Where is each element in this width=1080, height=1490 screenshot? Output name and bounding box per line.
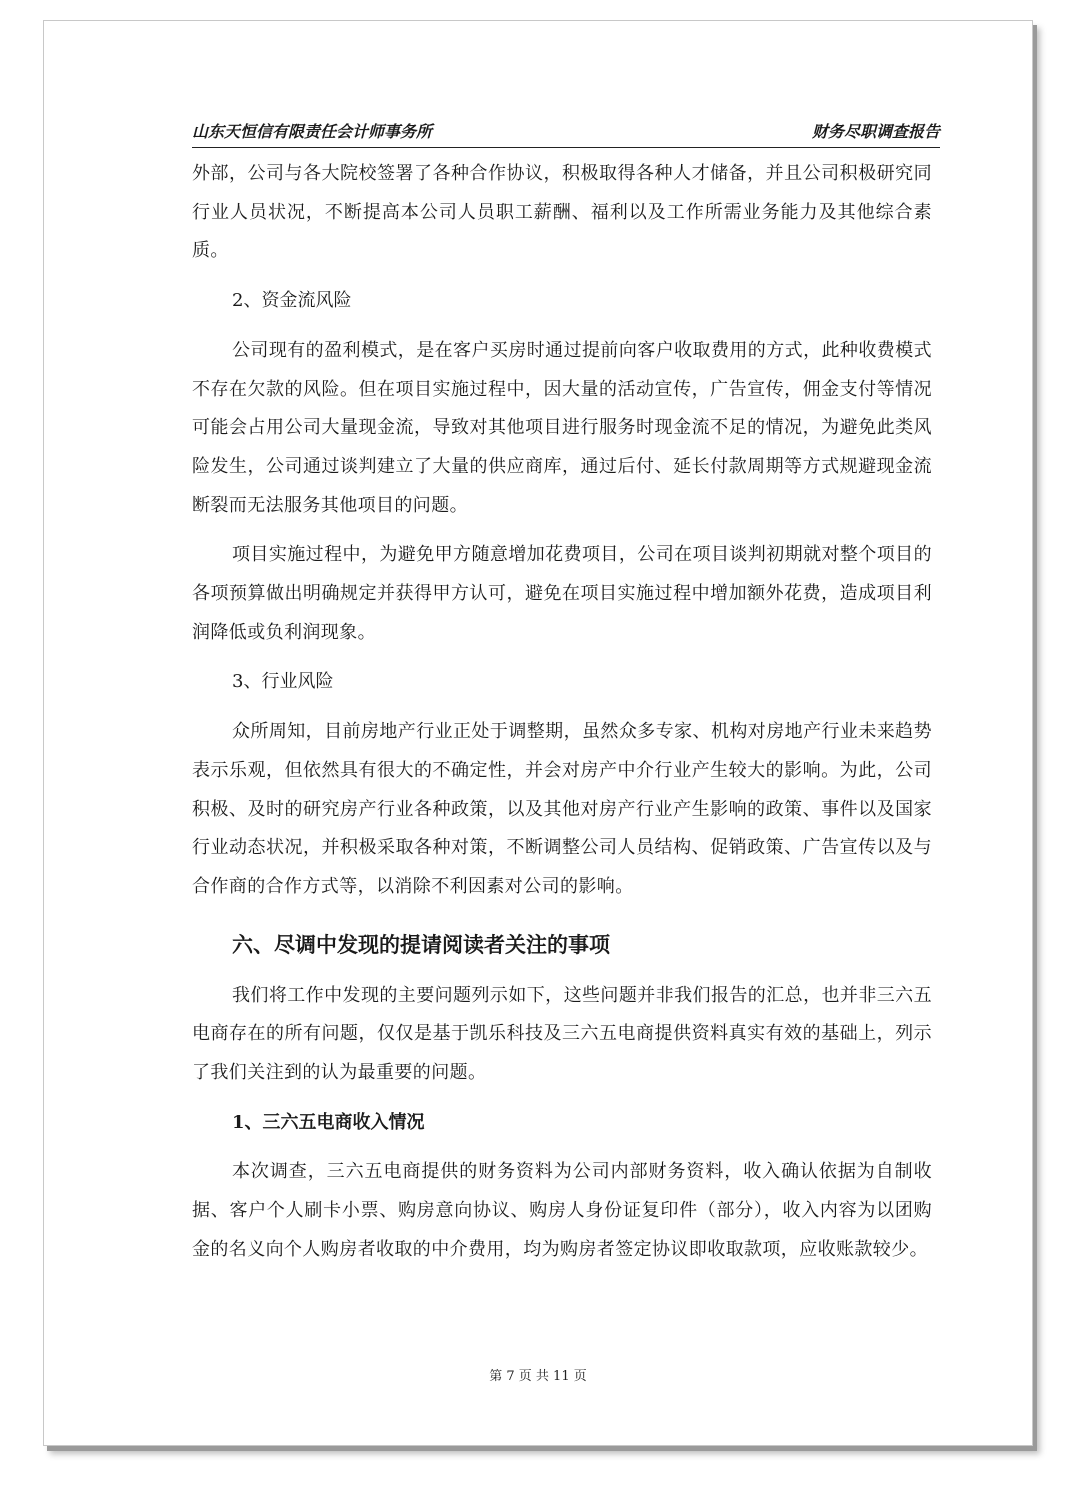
page-content (192, 155, 932, 1281)
document-page (43, 20, 1033, 1446)
subheading-cashflow-risk: 2、资金流风险 (232, 290, 352, 312)
subheading-industry-risk: 3、行业风险 (232, 671, 334, 693)
paragraph-issues-intro: 我们将工作中发现的主要问题列示如下，这些问题并非我们报告的汇总，也并非三六五电商存在的所有问题，仅仅是基于凯乐科技及三六五电商提供资料真实有效的基础上，列示了我们关注到的认为最重要的问题。 (192, 984, 932, 1084)
header-firm-name: 山东天恒信有限责任会计师事务所 (192, 122, 433, 141)
paragraph-talent: 外部，公司与各大院校签署了各种合作协议，积极取得各种人才储备，并且公司积极研究同行业人员状况，不断提高本公司人员职工薪酬、福利以及工作所需业务能力及其他综合素质。 (192, 163, 932, 262)
paragraph-budget: 项目实施过程中，为避免甲方随意增加花费项目，公司在项目谈判初期就对整个项目的各项预算做出明确规定并获得甲方认可，避免在项目实施过程中增加额外花费，造成项目利润降低或负利润现象。 (192, 544, 932, 643)
paragraph-industry: 众所周知，目前房地产行业正处于调整期，虽然众多专家、机构对房地产行业未来趋势表示乐观，但依然具有很大的不确定性，并会对房产中介行业产生较大的影响。为此，公司积极、及时的研究房产行业各种政策，以及其他对房产行业产生影响的政策、事件以及国家行业动态状况，并积极采取各种对策，不断调整公司人员结构、促销政策、广告宣传以及与合作商的合作方式等，以消除不利因素对公司的影响。 (192, 721, 932, 897)
subheading-revenue: 1、三六五电商收入情况 (232, 1111, 425, 1133)
page-header (192, 109, 940, 148)
paragraph-cashflow: 公司现有的盈利模式，是在客户买房时通过提前向客户收取费用的方式，此种收费模式不存在欠款的风险。但在项目实施过程中，因大量的活动宣传，广告宣传，佣金支付等情况可能会占用公司大量现金流，导致对其他项目进行服务时现金流不足的情况，为避免此类风险发生，公司通过谈判建立了大量的供应商库，通过后付、延长付款周期等方式规避现金流断裂而无法服务其他项目的问题。 (192, 339, 932, 516)
section-heading-6: 六、尽调中发现的提请阅读者关注的事项 (232, 932, 610, 957)
header-report-title: 财务尽职调查报告 (811, 122, 940, 141)
paragraph-revenue: 本次调查，三六五电商提供的财务资料为公司内部财务资料，收入确认依据为自制收据、客户个人刷卡小票、购房意向协议、购房人身份证复印件（部分），收入内容为以团购金的名义向个人购房者收取的中介费用，均为购房者签定协议即收取款项，应收账款较少。 (192, 1161, 932, 1260)
page-footer: 第 7 页 共 11 页 (489, 1369, 587, 1384)
